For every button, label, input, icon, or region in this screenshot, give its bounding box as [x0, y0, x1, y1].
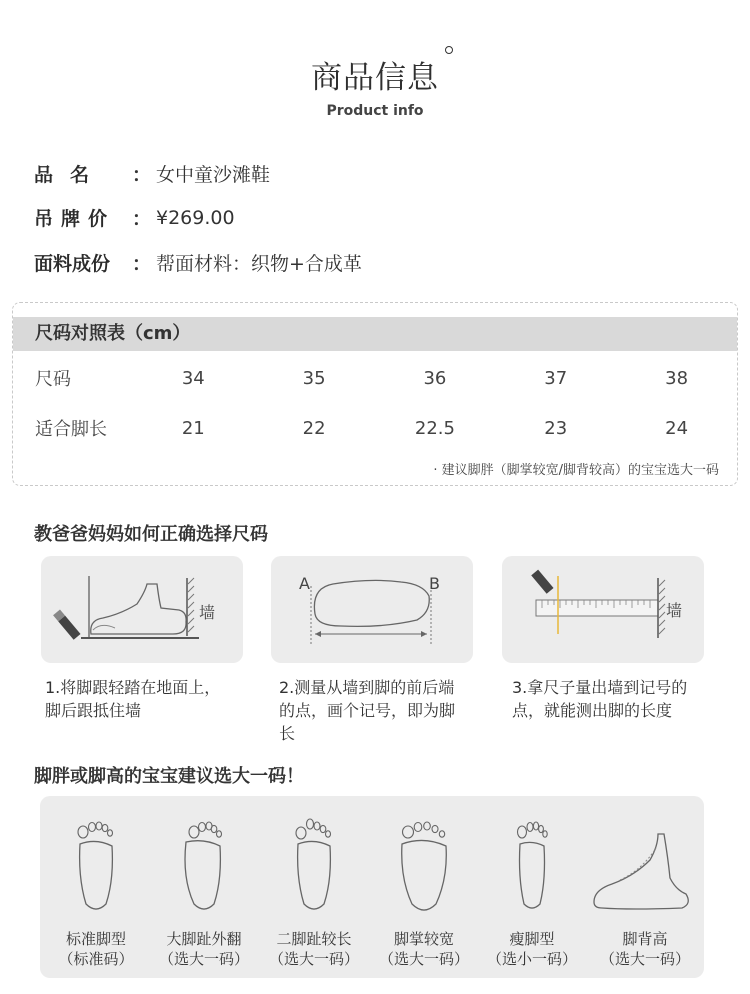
standard-foot-icon	[66, 818, 126, 918]
foot-type-hint: （选大一码）	[268, 950, 359, 968]
long-second-toe-foot-icon	[284, 818, 344, 918]
foot-type-item	[480, 796, 584, 978]
info-value: 帮面材料：织物+合成革	[156, 253, 362, 275]
foot-type-hint: （选大一码）	[158, 950, 249, 968]
point-a-label: A	[299, 574, 310, 593]
foot-type-hint: （标准码）	[58, 950, 134, 968]
foot-type-name: 脚掌较宽	[393, 930, 454, 948]
bunion-foot-icon	[174, 818, 234, 918]
table-cell: 38	[665, 367, 689, 389]
info-row-material	[34, 249, 362, 276]
foot-type-item	[372, 796, 476, 978]
foot-type-hint: （选大一码）	[599, 950, 690, 968]
wide-foot-icon	[394, 818, 454, 918]
size-table	[13, 353, 737, 453]
table-row	[13, 403, 737, 453]
wall-label: 墙	[666, 601, 683, 620]
size-chart	[12, 302, 738, 486]
size-note: · 建议脚胖（脚掌较宽/脚背较高）的宝宝选大一码	[433, 463, 719, 478]
info-value: ¥269.00	[156, 206, 235, 229]
table-row	[13, 353, 737, 403]
foot-type-item	[152, 796, 256, 978]
table-cell: 36	[423, 367, 447, 389]
foot-types-panel	[40, 796, 704, 978]
row-header: 适合脚长	[35, 419, 107, 440]
step-2-text: 2.测量从墙到脚的前后端的点，画个记号，即为脚长	[279, 678, 456, 743]
advice-title: 脚胖或脚高的宝宝建议选大一码！	[34, 766, 304, 787]
step-3-text: 3.拿尺子量出墙到记号的点，就能测出脚的长度	[512, 678, 688, 720]
foot-type-name: 标准脚型	[65, 930, 126, 948]
step-2-illustration	[271, 556, 473, 663]
size-chart-title: 尺码对照表（cm）	[13, 317, 737, 351]
foot-type-hint: （选大一码）	[378, 950, 469, 968]
step-1-illustration	[41, 556, 243, 663]
foot-type-item	[588, 796, 702, 978]
info-colon: ：	[132, 253, 152, 275]
info-label: 吊牌价	[34, 208, 116, 230]
step-1-text: 1.将脚跟轻踏在地面上，脚后跟抵住墙	[45, 678, 221, 720]
foot-type-name: 二脚趾较长	[276, 930, 352, 948]
page-subtitle: Product info	[326, 103, 424, 119]
info-value: 女中童沙滩鞋	[156, 164, 271, 186]
wall-label: 墙	[199, 603, 216, 622]
page-title: 商品信息	[311, 52, 439, 97]
info-colon: ：	[132, 208, 152, 230]
table-cell: 34	[181, 367, 205, 389]
foot-type-item	[44, 796, 148, 978]
measure-title: 教爸爸妈妈如何正确选择尺码	[34, 524, 268, 545]
foot-type-name: 瘦脚型	[509, 930, 555, 948]
high-instep-foot-icon	[590, 818, 700, 918]
foot-type-item	[262, 796, 366, 978]
info-row-name	[34, 160, 270, 187]
table-cell: 24	[665, 417, 689, 439]
point-b-label: B	[429, 574, 440, 593]
row-header: 尺码	[35, 369, 71, 390]
foot-type-name: 脚背高	[622, 930, 668, 948]
info-row-price	[34, 204, 235, 231]
step-3-illustration	[502, 556, 704, 663]
foot-type-hint: （选小一码）	[486, 950, 577, 968]
info-colon: ：	[132, 164, 152, 186]
circle-dot-icon	[445, 46, 453, 54]
table-cell: 21	[181, 417, 205, 439]
table-cell: 35	[302, 367, 326, 389]
slim-foot-icon	[502, 818, 562, 918]
table-cell: 22.5	[414, 417, 455, 439]
foot-type-name: 大脚趾外翻	[166, 930, 242, 948]
header	[0, 52, 750, 119]
info-label: 面料成份	[34, 253, 111, 275]
info-label: 品名	[34, 164, 107, 186]
table-cell: 23	[544, 417, 568, 439]
table-cell: 22	[302, 417, 326, 439]
foot-outline-measure-icon	[271, 556, 473, 663]
table-cell: 37	[544, 367, 568, 389]
